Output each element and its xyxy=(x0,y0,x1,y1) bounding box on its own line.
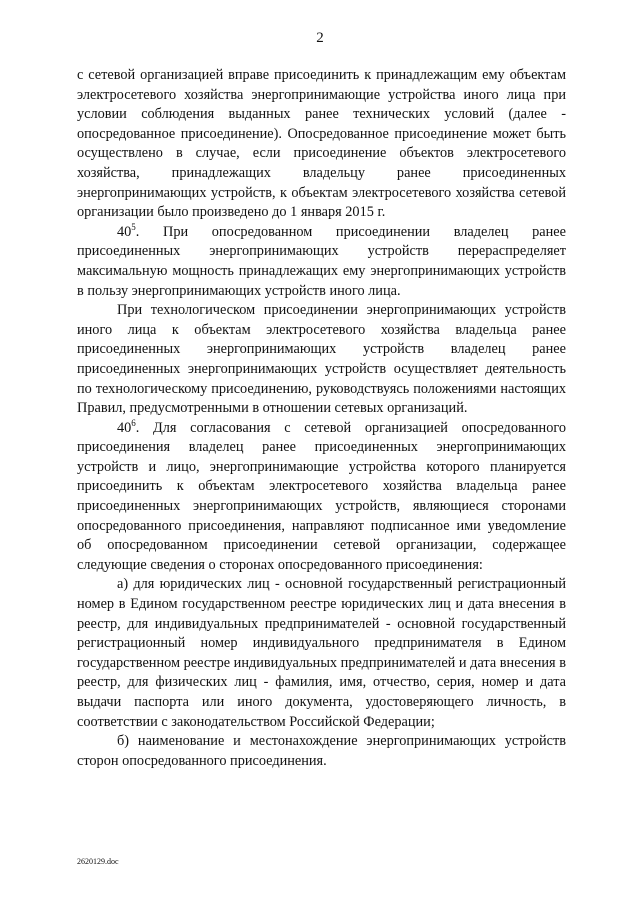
section-number: 40 xyxy=(117,419,132,436)
section-superscript: 6 xyxy=(131,417,136,428)
section-superscript: 5 xyxy=(131,221,136,232)
section-40-5 xyxy=(77,223,566,301)
list-item-b: б) наименование и местонахождение энергопринимающих устройств сторон опосредованного присоединения. xyxy=(77,733,566,769)
document-body xyxy=(77,66,566,771)
page-number: 2 xyxy=(316,30,324,46)
section-text: . При опосредованном присоединении владелец ранее присоединенных энергопринимающих устройств перераспределяет максимальную мощность принадлежащих ему энергопринимающих устройств в пользу энергопринимающих устройств иного лица. xyxy=(77,223,566,299)
section-number: 40 xyxy=(117,223,132,240)
section-text: . Для согласования с сетевой организацией опосредованного присоединения владелец ранее присоединенных энергопринимающих устройств и лицо, энергопринимающие устройства которого планируется присоединить к объектам электросетевого хозяйства владельца ранее присоединенных энергопринимающих устройств, являющиеся сторонами опосредованного присоединения, направляют подписанное ими уведомление об опосредованном присоединении сетевой организации, содержащее следующие сведения о сторонах опосредованного присоединения: xyxy=(77,419,566,573)
paragraph-continuation: с сетевой организацией вправе присоединить к принадлежащим ему объектам электросетевого хозяйства энергопринимающие устройства иного лица при условии соблюдения выданных ранее технических условий (далее - опосредованное присоединение). Опосредованное присоединение может быть осуществлено в случае, если присоединение объектов электросетевого хозяйства, принадлежащих владельцу ранее присоединенных энергопринимающих устройств, к объектам электросетевого хозяйства сетевой организации было произведено до 1 января 2015 г. xyxy=(77,67,566,221)
list-item-a: а) для юридических лиц - основной государственный регистрационный номер в Едином государственном реестре юридических лиц и дата внесения в реестр, для индивидуальных предпринимателей - основной государственный регистрационный номер индивидуального предпринимателя в Едином государственном реестре индивидуальных предпринимателей и дата внесения в реестр, для физических лиц - фамилия, имя, отчество, серия, номер и дата выдачи паспорта или иного документа, удостоверяющего личность, в соответствии с законодательством Российской Федерации; xyxy=(77,576,566,730)
document-filename: 2620129.doc xyxy=(77,857,119,866)
paragraph-technological-connection: При технологическом присоединении энергопринимающих устройств иного лица к объектам электросетевого хозяйства владельца ранее присоединенных энергопринимающих устройств владелец ранее присоединенных энергопринимающих устройств осуществляет деятельность по технологическому присоединению, руководствуясь положениями настоящих Правил, предусмотренными в отношении сетевых организаций. xyxy=(77,302,566,417)
section-40-6 xyxy=(77,419,566,576)
